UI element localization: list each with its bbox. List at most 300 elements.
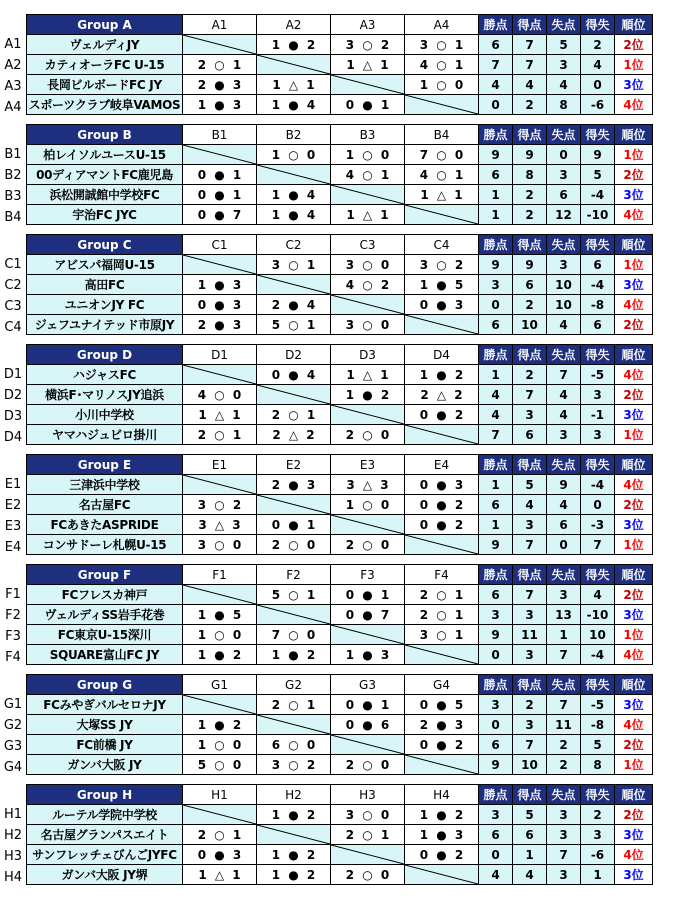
stat-header: 順位 (615, 455, 653, 475)
match-result: 1 ○ 0 (331, 495, 405, 515)
rank: 3位 (615, 825, 653, 845)
match-result: 1 ○ 0 (257, 145, 331, 165)
goals-against: 4 (547, 405, 581, 425)
stat-header: 得失 (581, 345, 615, 365)
goal-diff: -10 (581, 205, 615, 225)
stat-header: 得点 (513, 565, 547, 585)
goals-for: 7 (513, 535, 547, 555)
team-name: ユニオンJY FC (27, 295, 183, 315)
row-label: D3 (3, 409, 23, 424)
row-label: G2 (3, 718, 23, 733)
points: 4 (479, 385, 513, 405)
table-row (27, 205, 653, 225)
self-match-cell (331, 845, 405, 865)
row-label: E2 (4, 498, 22, 513)
match-result: 2 ○ 1 (257, 405, 331, 425)
goals-against: 4 (547, 385, 581, 405)
match-result: 7 ○ 0 (405, 145, 479, 165)
rank: 2位 (615, 805, 653, 825)
table-row (27, 605, 653, 625)
group-d (0, 344, 682, 452)
row-label: B2 (4, 168, 22, 183)
row-label: F3 (5, 629, 21, 644)
rank: 1位 (615, 55, 653, 75)
match-result: 2 ○ 0 (331, 425, 405, 445)
opponent-header: A4 (405, 15, 479, 35)
goal-diff: 2 (581, 35, 615, 55)
match-result: 1 △ 1 (183, 865, 257, 885)
match-result: 1 ● 2 (183, 715, 257, 735)
row-label: A4 (4, 100, 22, 115)
match-result: 2 ● 3 (257, 475, 331, 495)
points: 7 (479, 55, 513, 75)
opponent-header: C3 (331, 235, 405, 255)
stat-header: 順位 (615, 125, 653, 145)
self-match-cell (257, 165, 331, 185)
opponent-header: F3 (331, 565, 405, 585)
stat-header: 失点 (547, 785, 581, 805)
stat-header: 失点 (547, 345, 581, 365)
match-result: 0 ● 1 (331, 95, 405, 115)
row-label: B3 (4, 189, 22, 204)
match-result: 3 △ 3 (183, 515, 257, 535)
goal-diff: 3 (581, 825, 615, 845)
goals-against: 3 (547, 825, 581, 845)
match-result: 0 ● 3 (405, 475, 479, 495)
goal-diff: -4 (581, 645, 615, 665)
points: 3 (479, 695, 513, 715)
match-result: 1 ● 3 (405, 825, 479, 845)
group-title: Group C (27, 235, 183, 255)
row-label: G3 (3, 739, 23, 754)
stat-header: 得失 (581, 15, 615, 35)
goals-for: 11 (513, 625, 547, 645)
points: 9 (479, 145, 513, 165)
opponent-header: G3 (331, 675, 405, 695)
goals-against: 10 (547, 295, 581, 315)
match-result: 2 ○ 0 (331, 865, 405, 885)
group-table (26, 344, 653, 445)
self-match-cell (405, 205, 479, 225)
goals-against: 0 (547, 145, 581, 165)
match-result: 2 ○ 1 (257, 695, 331, 715)
row-label: B4 (4, 210, 22, 225)
stat-header: 勝点 (479, 785, 513, 805)
goals-for: 4 (513, 495, 547, 515)
team-name: アビスパ福岡U-15 (27, 255, 183, 275)
goals-against: 3 (547, 425, 581, 445)
points: 9 (479, 535, 513, 555)
goals-for: 8 (513, 165, 547, 185)
goals-for: 5 (513, 805, 547, 825)
rank: 1位 (615, 755, 653, 775)
points: 6 (479, 825, 513, 845)
self-match-cell (331, 185, 405, 205)
row-label: F2 (5, 608, 21, 623)
opponent-header: E4 (405, 455, 479, 475)
self-match-cell (257, 55, 331, 75)
goals-for: 6 (513, 275, 547, 295)
opponent-header: H3 (331, 785, 405, 805)
points: 6 (479, 165, 513, 185)
table-row (27, 755, 653, 775)
opponent-header: C1 (183, 235, 257, 255)
goal-diff: -5 (581, 365, 615, 385)
table-row (27, 585, 653, 605)
rank: 2位 (615, 165, 653, 185)
stat-header: 得失 (581, 235, 615, 255)
match-result: 1 ● 5 (405, 275, 479, 295)
goals-against: 3 (547, 165, 581, 185)
goal-diff: 2 (581, 805, 615, 825)
match-result: 0 ● 2 (405, 845, 479, 865)
match-result: 2 ● 3 (405, 715, 479, 735)
match-result: 0 ● 1 (257, 515, 331, 535)
stat-header: 失点 (547, 565, 581, 585)
team-name: 宇治FC JYC (27, 205, 183, 225)
team-name: FCみやぎバルセロナJY (27, 695, 183, 715)
rank: 2位 (615, 315, 653, 335)
rank: 1位 (615, 535, 653, 555)
match-result: 2 ● 3 (183, 315, 257, 335)
row-label: D2 (3, 388, 23, 403)
group-title: Group E (27, 455, 183, 475)
rank: 3位 (615, 275, 653, 295)
goals-against: 5 (547, 35, 581, 55)
match-result: 4 ○ 2 (331, 275, 405, 295)
opponent-header: D3 (331, 345, 405, 365)
goals-for: 5 (513, 475, 547, 495)
points: 6 (479, 585, 513, 605)
rank: 4位 (615, 95, 653, 115)
table-row (27, 75, 653, 95)
rank: 4位 (615, 205, 653, 225)
table-row (27, 55, 653, 75)
match-result: 1 ● 2 (257, 805, 331, 825)
goals-against: 0 (547, 535, 581, 555)
goals-for: 3 (513, 405, 547, 425)
goals-for: 2 (513, 95, 547, 115)
goals-for: 6 (513, 425, 547, 445)
group-table (26, 784, 653, 885)
goals-against: 7 (547, 645, 581, 665)
row-label: A1 (4, 37, 22, 52)
goals-for: 2 (513, 185, 547, 205)
match-result: 1 ● 3 (183, 275, 257, 295)
group-table (26, 674, 653, 775)
group-title: Group D (27, 345, 183, 365)
stat-header: 勝点 (479, 345, 513, 365)
group-c (0, 234, 682, 342)
table-row (27, 35, 653, 55)
self-match-cell (405, 865, 479, 885)
stat-header: 得点 (513, 125, 547, 145)
match-result: 0 ● 1 (331, 585, 405, 605)
match-result: 1 ● 2 (257, 645, 331, 665)
row-label: G1 (3, 697, 23, 712)
match-result: 3 ○ 1 (405, 35, 479, 55)
stat-header: 順位 (615, 565, 653, 585)
stat-header: 得点 (513, 235, 547, 255)
team-name: ガンバ大阪 JY (27, 755, 183, 775)
match-result: 5 ○ 1 (257, 585, 331, 605)
stat-header: 失点 (547, 675, 581, 695)
table-row (27, 695, 653, 715)
rank: 3位 (615, 185, 653, 205)
match-result: 5 ○ 0 (183, 755, 257, 775)
match-result: 1 ○ 0 (183, 625, 257, 645)
goals-against: 10 (547, 275, 581, 295)
table-row (27, 315, 653, 335)
opponent-header: E3 (331, 455, 405, 475)
match-result: 0 ● 7 (183, 205, 257, 225)
group-table (26, 454, 653, 555)
match-result: 2 △ 2 (405, 385, 479, 405)
match-result: 2 ○ 1 (405, 605, 479, 625)
row-label: E4 (4, 540, 22, 555)
team-name: 三津浜中学校 (27, 475, 183, 495)
self-match-cell (405, 315, 479, 335)
table-row (27, 165, 653, 185)
group-title: Group H (27, 785, 183, 805)
match-result: 1 ● 4 (257, 205, 331, 225)
points: 1 (479, 205, 513, 225)
self-match-cell (257, 385, 331, 405)
match-result: 0 ● 2 (405, 515, 479, 535)
points: 1 (479, 515, 513, 535)
match-result: 2 ○ 1 (331, 825, 405, 845)
match-result: 3 ○ 0 (331, 255, 405, 275)
stat-header: 順位 (615, 675, 653, 695)
goal-diff: 4 (581, 585, 615, 605)
team-name: 小川中学校 (27, 405, 183, 425)
goals-for: 9 (513, 145, 547, 165)
match-result: 3 ○ 2 (257, 755, 331, 775)
rank: 3位 (615, 75, 653, 95)
points: 1 (479, 365, 513, 385)
stat-header: 得失 (581, 785, 615, 805)
stat-header: 勝点 (479, 565, 513, 585)
self-match-cell (405, 535, 479, 555)
team-name: 高田FC (27, 275, 183, 295)
stat-header: 得点 (513, 785, 547, 805)
match-result: 2 ○ 1 (183, 55, 257, 75)
goal-diff: -3 (581, 515, 615, 535)
group-h (0, 784, 682, 892)
goal-diff: 3 (581, 425, 615, 445)
goals-against: 4 (547, 75, 581, 95)
match-result: 1 ● 3 (331, 645, 405, 665)
rank: 3位 (615, 405, 653, 425)
stat-header: 順位 (615, 345, 653, 365)
goal-diff: -4 (581, 475, 615, 495)
goals-for: 4 (513, 865, 547, 885)
goals-for: 3 (513, 515, 547, 535)
match-result: 2 △ 2 (257, 425, 331, 445)
group-f (0, 564, 682, 672)
goals-against: 1 (547, 625, 581, 645)
opponent-header: G4 (405, 675, 479, 695)
table-row (27, 365, 653, 385)
goals-for: 10 (513, 315, 547, 335)
stat-header: 得失 (581, 125, 615, 145)
table-row (27, 95, 653, 115)
stat-header: 失点 (547, 455, 581, 475)
rank: 2位 (615, 35, 653, 55)
goals-for: 9 (513, 255, 547, 275)
points: 1 (479, 475, 513, 495)
goal-diff: -6 (581, 845, 615, 865)
team-name: ヴェルディJY (27, 35, 183, 55)
opponent-header: H4 (405, 785, 479, 805)
match-result: 0 ● 6 (331, 715, 405, 735)
goals-against: 3 (547, 805, 581, 825)
team-name: カティオーラFC U-15 (27, 55, 183, 75)
goals-for: 2 (513, 695, 547, 715)
match-result: 1 ● 2 (331, 385, 405, 405)
goals-against: 6 (547, 185, 581, 205)
group-table (26, 124, 653, 225)
row-label: C1 (4, 257, 22, 272)
stat-header: 得失 (581, 455, 615, 475)
goals-for: 1 (513, 845, 547, 865)
match-result: 2 ○ 0 (257, 535, 331, 555)
stat-header: 得点 (513, 675, 547, 695)
row-label: A2 (4, 58, 22, 73)
table-row (27, 255, 653, 275)
group-table (26, 564, 653, 665)
match-result: 1 △ 1 (183, 405, 257, 425)
rank: 1位 (615, 145, 653, 165)
team-name: ハジャスFC (27, 365, 183, 385)
table-row (27, 845, 653, 865)
team-name: FCあきたASPRIDE (27, 515, 183, 535)
self-match-cell (183, 35, 257, 55)
goals-against: 3 (547, 585, 581, 605)
goal-diff: 5 (581, 735, 615, 755)
match-result: 0 ● 4 (257, 365, 331, 385)
goals-against: 13 (547, 605, 581, 625)
rank: 2位 (615, 735, 653, 755)
points: 0 (479, 645, 513, 665)
match-result: 3 ○ 2 (331, 35, 405, 55)
self-match-cell (183, 365, 257, 385)
rank: 4位 (615, 475, 653, 495)
goal-diff: -10 (581, 605, 615, 625)
goals-against: 12 (547, 205, 581, 225)
goal-diff: -8 (581, 295, 615, 315)
table-row (27, 715, 653, 735)
team-name: ガンバ大阪 JY堺 (27, 865, 183, 885)
rank: 4位 (615, 845, 653, 865)
points: 3 (479, 275, 513, 295)
match-result: 3 ○ 1 (257, 255, 331, 275)
table-row (27, 475, 653, 495)
goals-for: 2 (513, 365, 547, 385)
goal-diff: 7 (581, 535, 615, 555)
self-match-cell (183, 255, 257, 275)
match-result: 3 ○ 0 (331, 315, 405, 335)
match-result: 0 ● 2 (405, 405, 479, 425)
match-result: 1 ● 4 (257, 185, 331, 205)
self-match-cell (257, 825, 331, 845)
group-title: Group B (27, 125, 183, 145)
points: 3 (479, 605, 513, 625)
row-label: H1 (3, 807, 23, 822)
goals-for: 7 (513, 55, 547, 75)
opponent-header: F1 (183, 565, 257, 585)
goal-diff: 6 (581, 255, 615, 275)
match-result: 3 ○ 1 (405, 625, 479, 645)
rank: 4位 (615, 715, 653, 735)
self-match-cell (257, 275, 331, 295)
opponent-header: H2 (257, 785, 331, 805)
self-match-cell (331, 735, 405, 755)
group-b (0, 124, 682, 232)
stat-header: 勝点 (479, 675, 513, 695)
group-a (0, 14, 682, 122)
goals-against: 3 (547, 865, 581, 885)
self-match-cell (331, 405, 405, 425)
group-table (26, 14, 653, 115)
match-result: 2 ○ 1 (405, 585, 479, 605)
goal-diff: 9 (581, 145, 615, 165)
match-result: 0 ● 5 (405, 695, 479, 715)
opponent-header: E1 (183, 455, 257, 475)
opponent-header: B3 (331, 125, 405, 145)
team-name: コンサドーレ札幌U-15 (27, 535, 183, 555)
group-e (0, 454, 682, 562)
table-row (27, 385, 653, 405)
goals-for: 7 (513, 35, 547, 55)
self-match-cell (331, 75, 405, 95)
team-name: 名古屋FC (27, 495, 183, 515)
match-result: 4 ○ 1 (405, 55, 479, 75)
goal-diff: 0 (581, 75, 615, 95)
table-row (27, 425, 653, 445)
row-label: E1 (4, 477, 22, 492)
team-name: 浜松開誠館中学校FC (27, 185, 183, 205)
match-result: 1 ● 2 (257, 35, 331, 55)
stat-header: 勝点 (479, 15, 513, 35)
stat-header: 失点 (547, 125, 581, 145)
goals-for: 3 (513, 715, 547, 735)
points: 3 (479, 805, 513, 825)
goals-for: 7 (513, 585, 547, 605)
opponent-header: G2 (257, 675, 331, 695)
rank: 1位 (615, 625, 653, 645)
match-result: 1 △ 1 (331, 55, 405, 75)
goal-diff: -6 (581, 95, 615, 115)
match-result: 0 ● 2 (405, 495, 479, 515)
match-result: 1 ● 2 (405, 805, 479, 825)
opponent-header: B1 (183, 125, 257, 145)
group-g (0, 674, 682, 782)
goals-against: 4 (547, 315, 581, 335)
match-result: 1 ● 2 (257, 865, 331, 885)
row-label: D4 (3, 430, 23, 445)
table-row (27, 275, 653, 295)
table-row (27, 515, 653, 535)
team-name: ジェフユナイテッド市原JY (27, 315, 183, 335)
opponent-header: A2 (257, 15, 331, 35)
goals-against: 11 (547, 715, 581, 735)
match-result: 3 ○ 0 (331, 805, 405, 825)
group-title: Group A (27, 15, 183, 35)
match-result: 1 ● 3 (183, 95, 257, 115)
points: 0 (479, 715, 513, 735)
points: 0 (479, 845, 513, 865)
